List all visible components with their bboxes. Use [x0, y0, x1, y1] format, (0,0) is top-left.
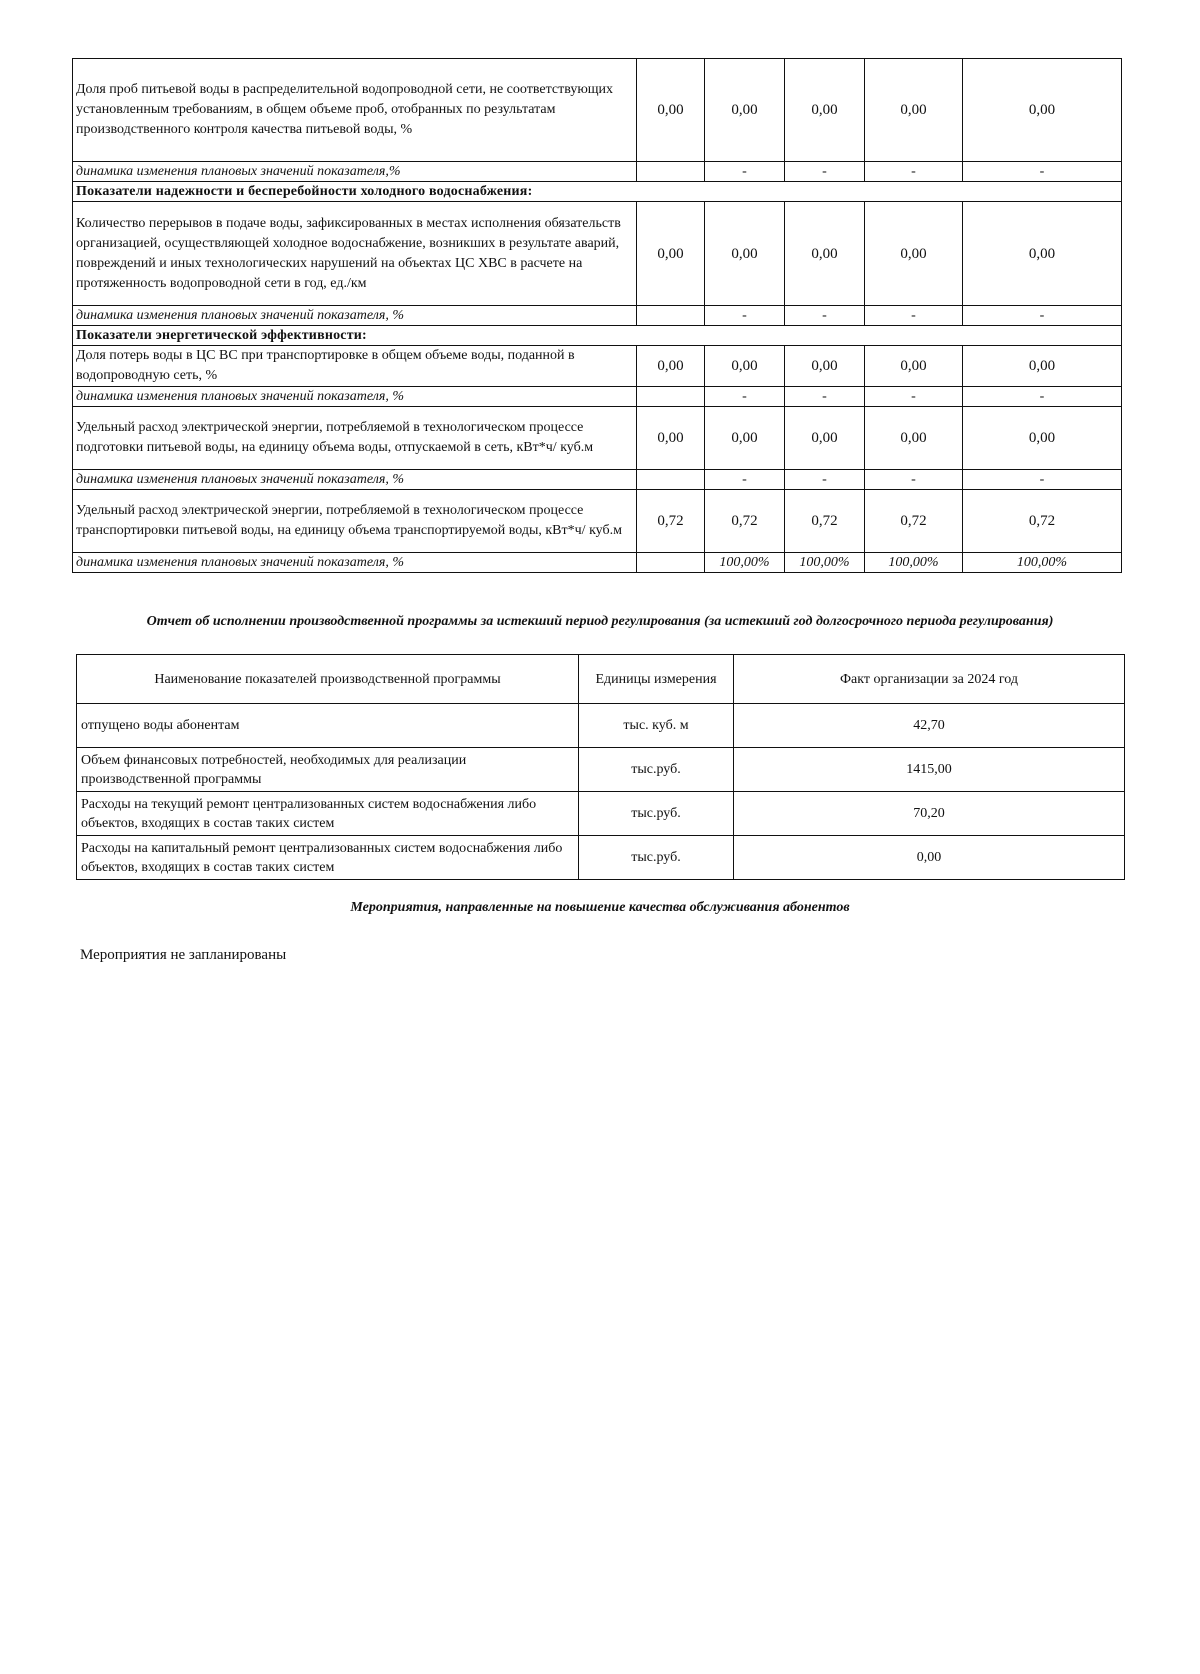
dynamics-value: -	[785, 162, 865, 182]
indicator-value: 0,00	[785, 59, 865, 162]
report-row-name: Объем финансовых потребностей, необходимых для реализации производственной программы	[77, 748, 579, 792]
dynamics-value: -	[785, 387, 865, 407]
indicator-value: 0,00	[865, 407, 963, 470]
dynamics-value: -	[865, 306, 963, 326]
report-row	[77, 748, 1125, 792]
indicator-label: Доля проб питьевой воды в распределительной водопроводной сети, не соответствующих установленным требованиям, в общем объеме проб, отобранных по результатам производственного контроля качества питьевой воды, %	[73, 59, 637, 162]
indicator-row	[73, 407, 1122, 470]
indicator-value: 0,72	[865, 490, 963, 553]
indicator-label: Удельный расход электрической энергии, потребляемой в технологическом процессе подготовки питьевой воды, на единицу объема воды, отпускаемой в сеть, кВт*ч/ куб.м	[73, 407, 637, 470]
dynamics-value: 100,00%	[865, 553, 963, 573]
report-row-value: 0,00	[734, 836, 1125, 880]
indicator-value: 0,00	[963, 202, 1122, 306]
dynamics-value	[637, 470, 705, 490]
dynamics-label: динамика изменения плановых значений показателя, %	[73, 306, 637, 326]
dynamics-value: -	[865, 162, 963, 182]
dynamics-value: 100,00%	[705, 553, 785, 573]
indicator-value: 0,00	[865, 346, 963, 387]
report-row-name: Расходы на капитальный ремонт централизованных систем водоснабжения либо объектов, входящих в состав таких систем	[77, 836, 579, 880]
indicator-value: 0,72	[963, 490, 1122, 553]
report-header-row	[77, 655, 1125, 704]
indicator-value: 0,00	[705, 59, 785, 162]
report-row	[77, 704, 1125, 748]
section-header: Показатели надежности и бесперебойности холодного водоснабжения:	[73, 182, 1122, 202]
dynamics-row	[73, 470, 1122, 490]
dynamics-label: динамика изменения плановых значений показателя, %	[73, 553, 637, 573]
indicator-value: 0,00	[963, 59, 1122, 162]
dynamics-value: -	[705, 162, 785, 182]
dynamics-label: динамика изменения плановых значений показателя, %	[73, 470, 637, 490]
indicator-value: 0,00	[637, 202, 705, 306]
report-row-unit: тыс. куб. м	[579, 704, 734, 748]
report-table	[76, 654, 1125, 880]
dynamics-value: -	[963, 470, 1122, 490]
indicator-label: Удельный расход электрической энергии, потребляемой в технологическом процессе транспортировки питьевой воды, на единицу объема транспортируемой воды, кВт*ч/ куб.м	[73, 490, 637, 553]
dynamics-value: -	[963, 306, 1122, 326]
indicator-value: 0,72	[705, 490, 785, 553]
dynamics-value: -	[705, 387, 785, 407]
indicator-label: Доля потерь воды в ЦС ВС при транспортировке в общем объеме воды, поданной в водопроводную сеть, %	[73, 346, 637, 387]
indicator-value: 0,72	[637, 490, 705, 553]
indicator-value: 0,00	[705, 346, 785, 387]
indicator-value: 0,00	[785, 407, 865, 470]
section-header: Показатели энергетической эффективности:	[73, 326, 1122, 346]
indicators-table	[72, 58, 1122, 573]
dynamics-row	[73, 387, 1122, 407]
dynamics-value	[637, 553, 705, 573]
dynamics-value: 100,00%	[785, 553, 865, 573]
dynamics-label: динамика изменения плановых значений показателя, %	[73, 387, 637, 407]
report-row-name: Расходы на текущий ремонт централизованных систем водоснабжения либо объектов, входящих в состав таких систем	[77, 792, 579, 836]
section-header-row	[73, 326, 1122, 346]
indicator-value: 0,00	[637, 59, 705, 162]
dynamics-value: -	[865, 387, 963, 407]
report-row	[77, 836, 1125, 880]
report-row-unit: тыс.руб.	[579, 836, 734, 880]
measures-title: Мероприятия, направленные на повышение качества обслуживания абонентов	[350, 900, 850, 915]
indicator-value: 0,00	[785, 202, 865, 306]
report-row-name: отпущено воды абонентам	[77, 704, 579, 748]
indicator-value: 0,00	[865, 59, 963, 162]
report-header-fact: Факт организации за 2024 год	[734, 655, 1125, 704]
report-header-unit: Единицы измерения	[579, 655, 734, 704]
report-header-name: Наименование показателей производственной программы	[77, 655, 579, 704]
dynamics-value: -	[785, 306, 865, 326]
dynamics-row	[73, 553, 1122, 573]
indicator-value: 0,00	[865, 202, 963, 306]
measures-text: Мероприятия не запланированы	[80, 947, 287, 963]
report-row-value: 70,20	[734, 792, 1125, 836]
report-row	[77, 792, 1125, 836]
report-row-unit: тыс.руб.	[579, 792, 734, 836]
dynamics-value	[637, 306, 705, 326]
dynamics-value: -	[963, 387, 1122, 407]
dynamics-value: -	[785, 470, 865, 490]
indicator-row	[73, 202, 1122, 306]
indicator-row	[73, 346, 1122, 387]
report-row-value: 42,70	[734, 704, 1125, 748]
indicator-row	[73, 59, 1122, 162]
indicator-value: 0,00	[637, 346, 705, 387]
indicator-value: 0,00	[785, 346, 865, 387]
indicator-value: 0,00	[963, 407, 1122, 470]
indicator-row	[73, 490, 1122, 553]
dynamics-row	[73, 162, 1122, 182]
dynamics-row	[73, 306, 1122, 326]
dynamics-value: -	[705, 306, 785, 326]
report-row-value: 1415,00	[734, 748, 1125, 792]
indicator-value: 0,00	[963, 346, 1122, 387]
dynamics-value: -	[865, 470, 963, 490]
section-header-row	[73, 182, 1122, 202]
dynamics-value	[637, 387, 705, 407]
dynamics-value: -	[963, 162, 1122, 182]
indicator-value: 0,72	[785, 490, 865, 553]
dynamics-value	[637, 162, 705, 182]
report-row-unit: тыс.руб.	[579, 748, 734, 792]
report-title: Отчет об исполнении производственной программы за истекший период регулирования (за истекший год долгосрочного периода регулирования)	[146, 614, 1054, 629]
dynamics-value: -	[705, 470, 785, 490]
dynamics-label: динамика изменения плановых значений показателя,%	[73, 162, 637, 182]
indicator-value: 0,00	[705, 407, 785, 470]
dynamics-value: 100,00%	[963, 553, 1122, 573]
indicator-value: 0,00	[637, 407, 705, 470]
indicator-value: 0,00	[705, 202, 785, 306]
indicator-label: Количество перерывов в подаче воды, зафиксированных в местах исполнения обязательств организацией, осуществляющей холодное водоснабжение, возникших в результате аварий, повреждений и иных технологических нарушений на объектах ЦС ХВС в расчете на протяженность водопроводной сети в год, ед./км	[73, 202, 637, 306]
